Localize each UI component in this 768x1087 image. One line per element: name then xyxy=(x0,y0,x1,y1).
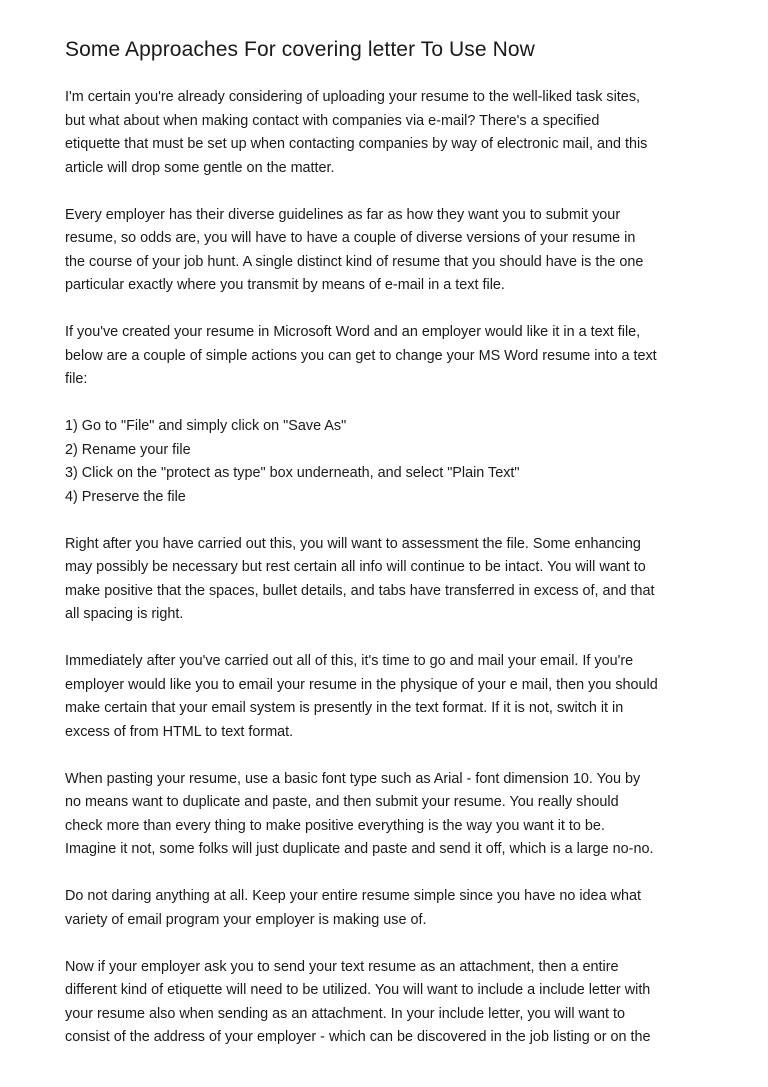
text-line: employer would like you to email your resume in the physique of your e mail, then you should xyxy=(65,676,658,693)
text-line: etiquette that must be set up when contacting companies by way of electronic mail, and this xyxy=(65,136,648,152)
text-line: the course of your job hunt. A single distinct kind of resume that you should have is the one xyxy=(65,253,644,270)
paragraph xyxy=(65,415,728,509)
text-line: check more than every thing to make positive everything is the way you want it to be. xyxy=(65,817,605,834)
text-line: resume, so odds are, you will have to have a couple of diverse versions of your resume in xyxy=(65,230,636,246)
text-line: below are a couple of simple actions you can get to change your MS Word resume into a text xyxy=(65,347,657,364)
text-line: Immediately after you've carried out all of this, it's time to go and mail your email. If you're xyxy=(65,653,634,669)
paragraph xyxy=(65,956,728,1050)
text-line: your resume also when sending as an attachment. In your include letter, you will want to xyxy=(65,1005,625,1022)
document-body xyxy=(65,86,728,1050)
text-line: article will drop some gentle on the matter. xyxy=(65,159,335,176)
paragraph xyxy=(65,768,728,862)
text-line: If you've created your resume in Microsoft Word and an employer would like it in a text file, xyxy=(65,324,641,340)
text-line: all spacing is right. xyxy=(65,606,184,622)
text-line: no means want to duplicate and paste, and then submit your resume. You really should xyxy=(65,794,619,810)
text-line: Do not daring anything at all. Keep your entire resume simple since you have no idea what xyxy=(65,888,641,904)
text-line: but what about when making contact with companies via e-mail? There's a specified xyxy=(65,112,600,129)
paragraph xyxy=(65,533,728,627)
text-line: Every employer has their diverse guidelines as far as how they want you to submit your xyxy=(65,206,621,223)
text-line: When pasting your resume, use a basic font type such as Arial - font dimension 10. You by xyxy=(65,770,641,787)
text-line: 3) Click on the "protect as type" box underneath, and select "Plain Text" xyxy=(65,465,520,481)
text-line: Right after you have carried out this, you will want to assessment the file. Some enhancing xyxy=(65,535,641,552)
text-line: variety of email program your employer is making use of. xyxy=(65,911,427,928)
text-line: consist of the address of your employer - which can be discovered in the job listing or on the xyxy=(65,1029,651,1045)
text-line: may possibly be necessary but rest certain all info will continue to be intact. You will want to xyxy=(65,559,646,575)
page-title: Some Approaches For covering letter To Use Now xyxy=(65,38,535,61)
text-line: 1) Go to "File" and simply click on "Save As" xyxy=(65,418,347,434)
text-line: 2) Rename your file xyxy=(65,441,191,458)
text-line: Imagine it not, some folks will just duplicate and paste and send it off, which is a large no-no. xyxy=(65,841,654,857)
text-line: particular exactly where you transmit by means of e-mail in a text file. xyxy=(65,277,505,293)
text-line: different kind of etiquette will need to be utilized. You will want to include a include letter with xyxy=(65,982,651,998)
paragraph xyxy=(65,650,728,744)
text-line: file: xyxy=(65,371,88,387)
paragraph xyxy=(65,86,728,180)
text-line: make positive that the spaces, bullet details, and tabs have transferred in excess of, and that xyxy=(65,582,655,599)
text-line: make certain that your email system is presently in the text format. If it is not, switch it in xyxy=(65,700,624,716)
paragraph xyxy=(65,885,728,932)
text-line: 4) Preserve the file xyxy=(65,488,186,505)
text-line: excess of from HTML to text format. xyxy=(65,723,294,740)
text-line: I'm certain you're already considering of uploading your resume to the well-liked task sites, xyxy=(65,89,641,105)
text-line: Now if your employer ask you to send your text resume as an attachment, then a entire xyxy=(65,958,619,975)
paragraph xyxy=(65,204,728,298)
paragraph xyxy=(65,321,728,392)
